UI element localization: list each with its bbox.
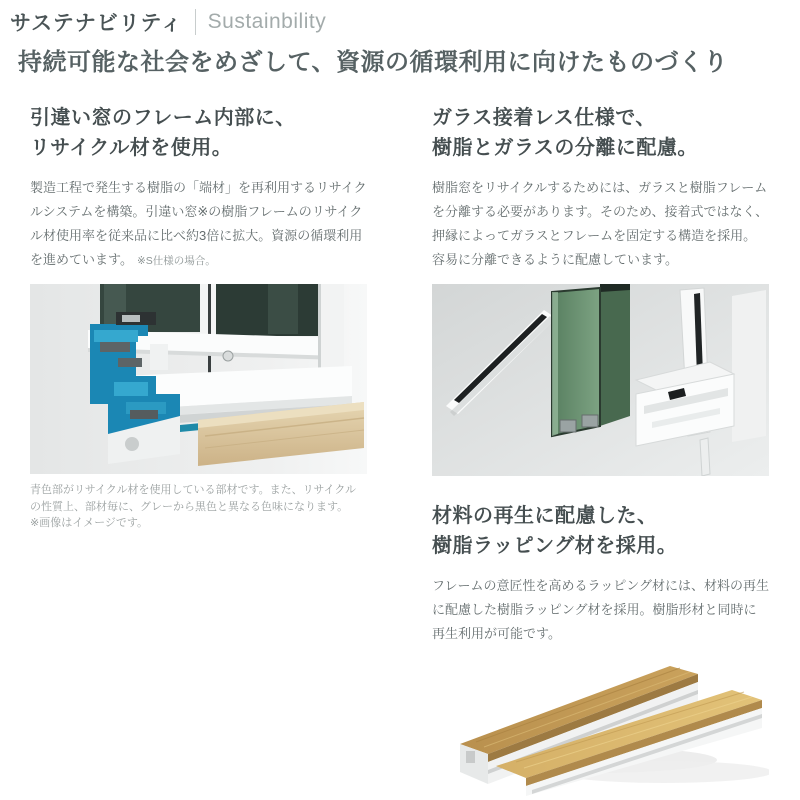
section-heading-glassless-adhesive <box>432 103 769 163</box>
photo-resin-wrapping-material <box>432 648 769 796</box>
header-divider <box>195 9 196 35</box>
section1-body-text: 製造工程で発生する樹脂の「端材」を再利用するリサイクルシステムを構築。引違い窓※の樹脂フレームのリサイクル材使用率を従来品に比べ約3倍に拡大。資源の循環利用を進めています。 <box>30 180 367 268</box>
section2-heading-line2: 樹脂とガラスの分離に配慮。 <box>432 137 698 159</box>
section1-heading-line2: リサイクル材を使用。 <box>30 137 233 159</box>
section-heading-wrapping-material <box>432 501 769 561</box>
section2-body: 樹脂窓をリサイクルするためには、ガラスと樹脂フレームを分離する必要があります。そのため、接着式ではなく、押縁によってガラスとフレームを固定する構造を採用。容易に分離できるように配慮しています。 <box>432 180 769 268</box>
section-heading-recycled-material <box>30 103 367 163</box>
column-right <box>432 103 769 796</box>
section1-body <box>30 176 367 272</box>
section3-heading-line1: 材料の再生に配慮した、 <box>432 505 658 528</box>
section2-heading-line1: ガラス接着レス仕様で、 <box>432 107 656 129</box>
photo1-caption-text: 青色部がリサイクル材を使用している部材です。また、リサイクルの性質上、部材毎に、グレーから黒色と異なる色味になります。 <box>30 484 357 513</box>
section1-heading-line1: 引違い窓のフレーム内部に、 <box>30 107 296 129</box>
photo1-caption-note: ※画像はイメージです。 <box>30 517 149 530</box>
section3-heading-line2: 樹脂ラッピング材を採用。 <box>432 535 678 558</box>
lead-heading: 持続可能な社会をめざして、資源の循環利用に向けたものづくり <box>18 49 729 76</box>
page-title-japanese: サステナビリティ <box>10 12 183 35</box>
section3-body: フレームの意匠性を高めるラッピング材には、材料の再生に配慮した樹脂ラッピング材を採用。樹脂形材と同時に再生利用が可能です。 <box>432 578 769 642</box>
photo-recycled-window-cross-section <box>30 284 367 474</box>
page-header <box>10 7 326 37</box>
column-left <box>30 103 367 532</box>
section1-spec-note: ※S仕様の場合。 <box>136 255 216 268</box>
page-title-english: Sustainbility <box>207 10 327 33</box>
photo-glass-frame-separation <box>432 284 769 476</box>
photo1-caption <box>30 482 367 532</box>
